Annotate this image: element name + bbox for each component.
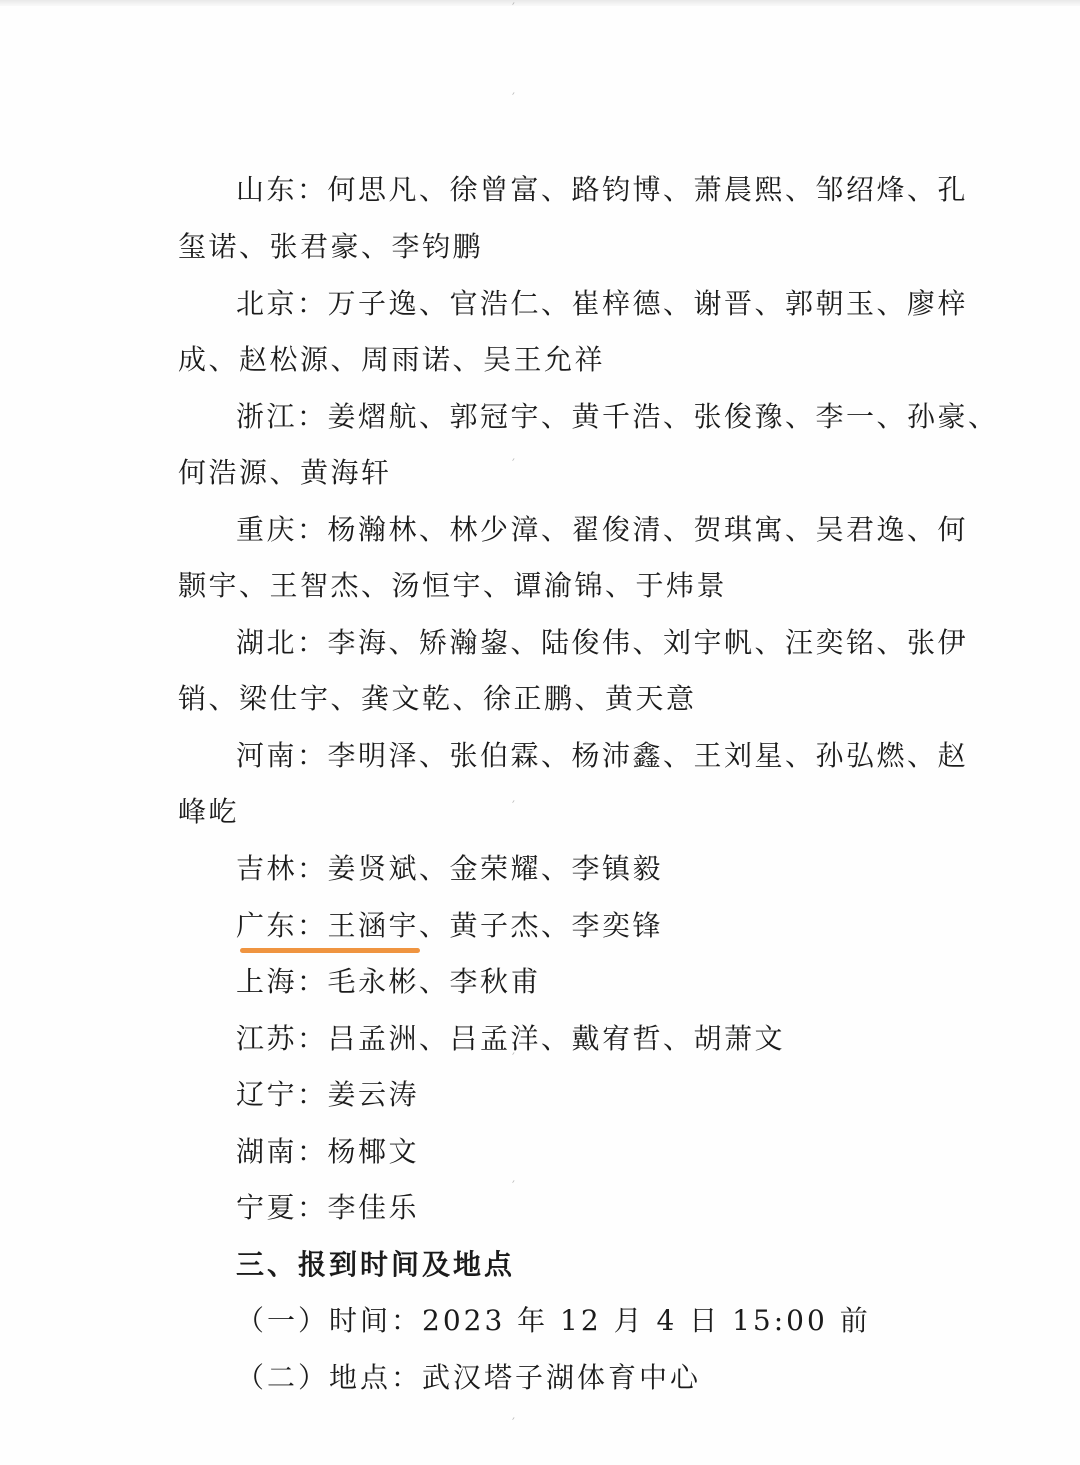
- scan-artifact-mark: ′: [512, 91, 515, 106]
- roster-line-beijing-cont: 成、赵松源、周雨诺、吴王允祥: [178, 343, 606, 376]
- roster-line-liaoning: 辽宁：姜云涛: [236, 1078, 420, 1111]
- highlight-underline: [240, 948, 420, 953]
- report-place-line: （二）地点：武汉塔子湖体育中心: [236, 1361, 702, 1394]
- roster-line-shanghai: 上海：毛永彬、李秋甫: [236, 965, 542, 998]
- roster-line-henan: 河南：李明泽、张伯霖、杨沛鑫、王刘星、孙弘燃、赵: [236, 739, 969, 772]
- roster-line-ningxia: 宁夏：李佳乐: [236, 1191, 420, 1224]
- scan-artifact-mark: ′: [512, 1, 515, 16]
- section-heading: 三、报到时间及地点: [236, 1248, 516, 1281]
- roster-line-jiangsu: 江苏：吕孟洲、吕孟洋、戴宥哲、胡萧文: [236, 1022, 786, 1055]
- roster-line-jilin: 吉林：姜贤斌、金荣耀、李镇毅: [236, 852, 664, 885]
- roster-line-guangdong: 广东：王涵宇、黄子杰、李奕锋: [236, 909, 664, 942]
- roster-line-zhejiang: 浙江：姜熠航、郭冠宇、黄千浩、张俊豫、李一、孙豪、: [236, 400, 999, 433]
- report-time-line: （一）时间：2023 年 12 月 4 日 15:00 前: [236, 1304, 871, 1337]
- scan-artifact-mark: ′: [512, 799, 515, 814]
- scan-artifact-mark: ′: [512, 1416, 515, 1431]
- scan-artifact-mark: ′: [512, 457, 515, 472]
- page-top-edge: [0, 0, 1080, 6]
- roster-line-shandong: 山东：何思凡、徐曾富、路钧博、萧晨熙、邹绍烽、孔: [236, 173, 969, 206]
- scan-artifact-mark: ′: [512, 1179, 515, 1194]
- roster-line-hubei: 湖北：李海、矫瀚鋆、陆俊伟、刘宇帆、汪奕铭、张伊: [236, 626, 969, 659]
- roster-line-hunan: 湖南：杨椰文: [236, 1135, 420, 1168]
- scan-artifact-mark: ′: [512, 1051, 515, 1066]
- roster-line-shandong-cont: 玺诺、张君豪、李钧鹏: [178, 230, 484, 263]
- roster-line-hubei-cont: 销、梁仕宇、龚文乾、徐正鹏、黄天意: [178, 682, 697, 715]
- roster-line-beijing: 北京：万子逸、官浩仁、崔梓德、谢晋、郭朝玉、廖梓: [236, 287, 969, 320]
- roster-line-zhejiang-cont: 何浩源、黄海轩: [178, 456, 392, 489]
- roster-line-chongqing-cont: 颢宇、王智杰、汤恒宇、谭渝锦、于炜景: [178, 569, 728, 602]
- roster-line-henan-cont: 峰屹: [178, 795, 240, 828]
- roster-line-chongqing: 重庆：杨瀚林、林少漳、翟俊清、贺琪寓、吴君逸、何: [236, 513, 969, 546]
